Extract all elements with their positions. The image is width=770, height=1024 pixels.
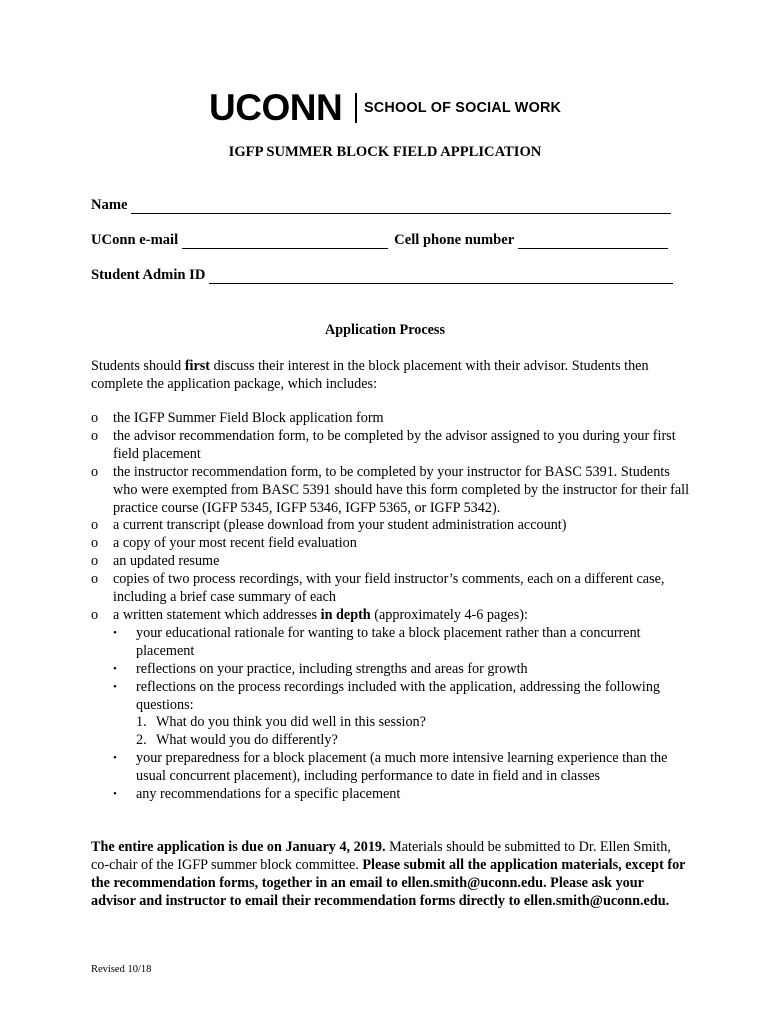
logo-divider: [355, 93, 357, 123]
list-item: o copies of two process recordings, with your field instructor’s comments, each on a different case, including a brief case summary of each: [91, 571, 665, 606]
section-title: Application Process: [325, 322, 445, 338]
list-item: o an updated resume: [91, 553, 220, 570]
student-id-line[interactable]: [209, 269, 673, 284]
list-item: o a current transcript (please download from your student administration account): [91, 517, 567, 534]
sub-list-item: • any recommendations for a specific placement: [113, 786, 401, 803]
requirements-list: [91, 410, 691, 804]
revision-note: Revised 10/18: [91, 964, 152, 975]
list-item: o a copy of your most recent field evaluation: [91, 535, 357, 552]
question-item: 1. What do you think you did well in this session?: [136, 714, 426, 731]
phone-label: Cell phone number: [394, 232, 515, 248]
uconn-logo: UCONN: [209, 87, 343, 128]
due-paragraph: The entire application is due on January 4, 2019. Materials should be submitted to Dr. Ellen Smith, co-chair of the IGFP summer block committee. Please submit all the application materials, except for the recommendation forms, together in an email to ellen.smith@uconn.edu. Please ask your advisor and instructor to email their recommendation forms directly to ellen.smith@uconn.edu.: [91, 839, 686, 909]
student-id-label: Student Admin ID: [91, 267, 206, 283]
sub-list-item: • reflections on the process recordings included with the application, addressing the following questions:: [113, 678, 661, 713]
student-id-field[interactable]: [91, 266, 673, 284]
email-field[interactable]: [91, 231, 668, 249]
name-field[interactable]: [91, 196, 671, 214]
sub-list-item: • reflections on your practice, including strengths and areas for growth: [113, 660, 528, 677]
phone-line[interactable]: [518, 234, 668, 249]
email-label: UConn e-mail: [91, 232, 179, 248]
sub-list-item: • your preparedness for a block placement (a much more intensive learning experience than the usual concurrent placement), including performance to date in field and in classes: [113, 750, 668, 785]
list-item: o a written statement which addresses in depth (approximately 4-6 pages):: [91, 606, 528, 623]
list-item: o the instructor recommendation form, to be completed by your instructor for BASC 5391. Students who were exempted from BASC 5391 should have this form completed by the instructor for their fall practice course (IGFP 5345, IGFP 5346, IGFP 5365, or IGFP 5342).: [91, 463, 690, 516]
name-label: Name: [91, 197, 128, 213]
email-line[interactable]: [182, 234, 388, 249]
question-item: 2. What would you do differently?: [136, 732, 338, 749]
page-title: IGFP SUMMER BLOCK FIELD APPLICATION: [228, 144, 542, 160]
sub-list-item: • your educational rationale for wanting to take a block placement rather than a concurrent placement: [113, 624, 641, 659]
name-line[interactable]: [131, 199, 671, 214]
list-item: o the advisor recommendation form, to be completed by the advisor assigned to you during your first field placement: [91, 427, 676, 462]
questions-list: [113, 714, 691, 750]
school-name: SCHOOL OF SOCIAL WORK: [364, 100, 562, 116]
intro-paragraph: Students should first discuss their interest in the block placement with their advisor. Students then complete the application package, which includes:: [91, 358, 649, 392]
statement-sub-list: [91, 625, 691, 804]
list-item: o the IGFP Summer Field Block application form: [91, 410, 384, 426]
